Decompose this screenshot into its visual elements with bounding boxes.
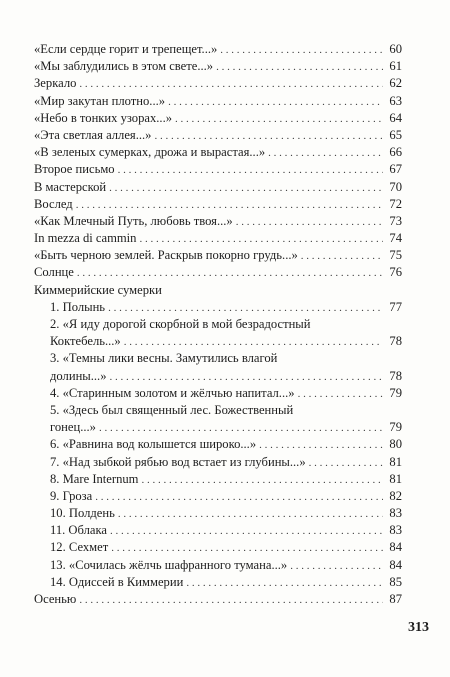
toc-entry-page: 74 [389,231,402,246]
toc-entry-title-continuation: Коктебель...» [50,334,121,349]
toc-entry-title-continuation: гонец...» [50,420,96,435]
toc-entry-page: 61 [389,59,402,74]
leader-dots [118,162,383,179]
leader-dots [95,489,383,506]
toc-entry-title: 4. «Старинным золотом и жёлчью напитал...» [50,385,295,400]
toc-subentry [34,402,402,436]
toc-entry [34,179,402,196]
toc-entry-page: 70 [389,179,402,194]
leader-dots [154,128,383,145]
leader-dots [79,592,383,609]
leader-dots [309,455,383,472]
toc-entry-page: 63 [389,93,402,108]
toc-entry-title: В мастерской [34,179,107,194]
toc-entry-page: 87 [389,592,402,606]
page-number: 313 [408,620,429,635]
toc-entry [34,93,402,110]
toc-section-heading [34,282,402,299]
toc-entry-page: 79 [389,420,402,435]
toc-entry-title: «Как Млечный Путь, любовь твоя...» [34,213,233,228]
toc-entry-page: 60 [389,42,402,56]
toc-entry-title: 9. Гроза [50,488,93,503]
toc-entry-page: 75 [389,248,402,263]
toc-subentry [34,350,402,384]
toc-entry-title-continuation: долины...» [50,368,107,383]
toc-entry-page: 79 [389,385,402,400]
toc-entry-page: 82 [389,488,402,503]
leader-dots [110,369,383,386]
toc-entry-title: 2. «Я иду дорогой скорбной в мой безрадостный [50,317,311,331]
leader-dots [236,214,383,231]
toc-entry-page: 65 [389,127,402,142]
leader-dots [290,558,383,575]
leader-dots [220,42,383,59]
toc-entry [34,75,402,92]
toc-entry-page: 73 [389,213,402,228]
toc-entry-page: 67 [389,162,402,177]
toc-entry-page: 84 [389,540,402,555]
leader-dots [139,231,383,248]
toc-subentry [34,385,402,402]
leader-dots [168,94,383,111]
leader-dots [186,575,383,592]
toc-entry-title: «Быть черною землей. Раскрыв покорно грудь...» [34,248,298,263]
leader-dots [141,472,383,489]
toc-entry-title: 10. Полдень [50,506,115,521]
toc-entry-page: 66 [389,145,402,160]
leader-dots [259,437,383,454]
leader-dots [108,300,383,317]
toc-entry [34,58,402,75]
toc-entry-title: Солнце [34,265,74,280]
leader-dots [175,111,383,128]
toc-entry-page: 72 [389,196,402,211]
leader-dots [109,180,383,197]
toc-entry-title: 13. «Сочилась жёлчь шафранного тумана...» [50,557,288,572]
toc-entry [34,127,402,144]
toc-subentry [34,505,402,522]
leader-dots [124,334,383,351]
leader-dots [118,506,383,523]
toc-entry-title: Вослед [34,196,73,211]
toc-entry [34,264,402,281]
toc-entry-page: 83 [389,506,402,521]
toc-entry-page: 80 [389,437,402,452]
toc-entry-title: «Если сердце горит и трепещет...» [34,42,218,56]
table-of-contents [34,41,402,608]
toc-entry-title: Зеркало [34,76,77,91]
toc-entry-page: 78 [389,334,402,349]
toc-entry-title: Осенью [34,592,77,606]
toc-entry-page: 83 [389,523,402,538]
toc-entry-title: 8. Mare Internum [50,471,139,486]
toc-entry-title: In mezza di cammin [34,231,137,246]
toc-entry [34,41,402,58]
toc-entry-title: 12. Сехмет [50,540,109,555]
toc-entry [34,196,402,213]
toc-entry-page: 77 [389,299,402,314]
toc-entry [34,591,402,608]
toc-entry [34,230,402,247]
toc-entry-title: «Мир закутан плотно...» [34,93,166,108]
toc-entry [34,144,402,161]
toc-entry-page: 81 [389,454,402,469]
toc-subentry [34,316,402,350]
leader-dots [298,386,383,403]
toc-entry [34,247,402,264]
toc-entry-page: 81 [389,471,402,486]
leader-dots [99,420,383,437]
toc-subentry [34,539,402,556]
toc-subentry [34,436,402,453]
toc-entry-page: 85 [389,574,402,589]
leader-dots [216,59,383,76]
toc-entry-title: «В зеленых сумерках, дрожа и вырастая...» [34,145,266,160]
toc-entry-page: 62 [389,76,402,91]
toc-entry [34,110,402,127]
leader-dots [79,76,383,93]
toc-entry-page: 78 [389,368,402,383]
toc-entry-title: 3. «Темны лики весны. Замутились влагой [50,351,278,366]
toc-section-title: Киммерийские сумерки [34,282,162,297]
toc-subentry [34,454,402,471]
leader-dots [77,265,383,282]
toc-entry-title: «Небо в тонких узорах...» [34,110,173,125]
leader-dots [110,523,383,540]
leader-dots [268,145,383,162]
leader-dots [301,248,383,265]
toc-entry-title: 5. «Здесь был священный лес. Божественный [50,402,294,417]
toc-subentry [34,557,402,574]
toc-entry-title: 11. Облака [50,523,108,538]
toc-subentry [34,471,402,488]
leader-dots [76,197,383,214]
toc-subentry [34,299,402,316]
toc-entry-title: «Мы заблудились в этом свете...» [34,59,214,74]
toc-entry-title: 14. Одиссей в Киммерии [50,574,184,589]
toc-entry-title: Второе письмо [34,162,115,177]
toc-entry-page: 64 [389,110,402,125]
toc-subentry [34,522,402,539]
toc-entry-title: 1. Полынь [50,299,106,314]
leader-dots [111,540,383,557]
toc-subentry [34,574,402,591]
toc-entry [34,213,402,230]
toc-entry-page: 84 [389,557,402,572]
toc-entry-title: 7. «Над зыбкой рябью вод встает из глубины...» [50,454,306,469]
toc-entry [34,161,402,178]
toc-entry-title: «Эта светлая аллея...» [34,127,152,142]
toc-entry-title: 6. «Равнина вод колышется широко...» [50,437,257,452]
toc-subentry [34,488,402,505]
toc-entry-page: 76 [389,265,402,280]
